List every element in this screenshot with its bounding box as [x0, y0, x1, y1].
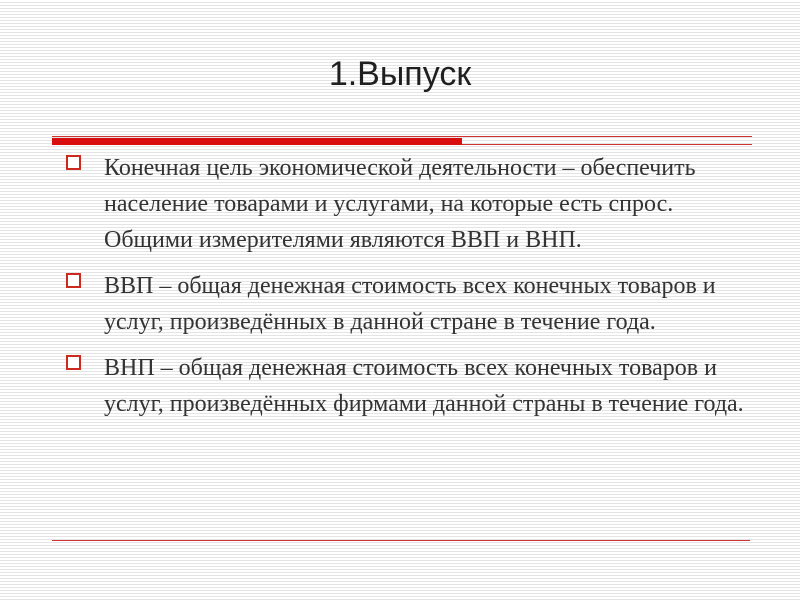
- title-divider-thin-line: [52, 136, 752, 137]
- hollow-square-bullet-icon: [66, 355, 81, 370]
- bullet-item-gdp: [66, 268, 766, 340]
- title-divider-thin-line-lower: [462, 144, 752, 145]
- bullet-item-final-goal: [66, 150, 766, 258]
- hollow-square-bullet-icon: [66, 155, 81, 170]
- slide-title: 1.Выпуск: [328, 55, 472, 93]
- title-divider-accent-bar: [52, 138, 462, 145]
- hollow-square-bullet-icon: [66, 273, 81, 288]
- bullet-text: Конечная цель экономической деятельности – обеспечить население товарами и услугами, на которые есть спрос. Общими измерителями являются ВВП и ВНП.: [104, 155, 696, 253]
- bullet-item-gnp: [66, 350, 766, 422]
- bullet-list: [66, 150, 766, 432]
- bullet-text: ВВП – общая денежная стоимость всех конечных товаров и услуг, произведённых в данной стране в течение года.: [104, 273, 716, 335]
- bullet-text: ВНП – общая денежная стоимость всех конечных товаров и услуг, произведённых фирмами данной страны в течение года.: [104, 355, 744, 417]
- footer-divider-line: [52, 540, 750, 541]
